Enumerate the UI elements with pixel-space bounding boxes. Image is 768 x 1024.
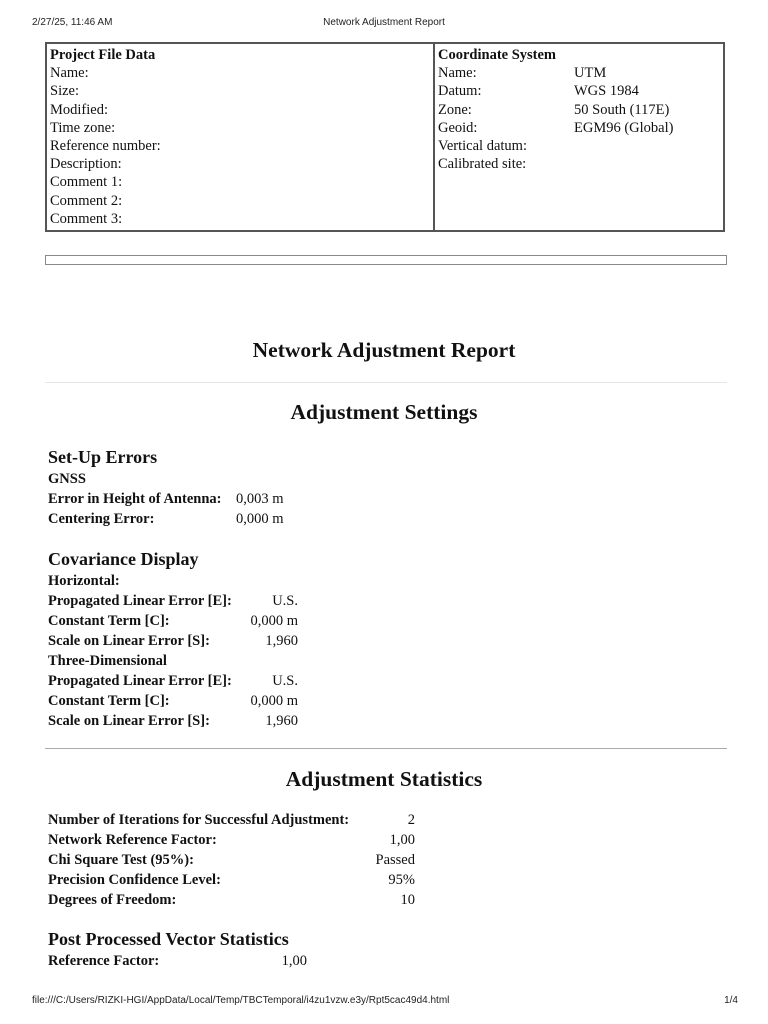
coord-row-datum [438, 82, 720, 100]
cov-label: Scale on Linear Error [S]: [48, 633, 210, 649]
coord-row-zone [438, 101, 720, 119]
coordinate-system-column [435, 44, 723, 230]
coord-row-geoid [438, 119, 720, 137]
print-footer [0, 995, 768, 1009]
project-label-time-zone: Time zone: [50, 119, 116, 136]
stat-label: Network Reference Factor: [48, 832, 217, 848]
adjustment-statistics-title: Adjustment Statistics [285, 767, 483, 791]
print-file-path: file:///C:/Users/RIZKI-HGI/AppData/Local/Temp/TBCTemporal/i4zu1vzw.e3y/Rpt5cac49d4.html [32, 995, 450, 1006]
post-label: Reference Factor: [48, 953, 160, 969]
cov-value: 1,960 [265, 633, 298, 649]
divider [45, 382, 727, 383]
print-page-number: 1/4 [724, 995, 738, 1006]
coord-row-vertical-datum [438, 137, 720, 155]
coord-label: Name: [438, 65, 477, 82]
cov-value: 0,000 m [250, 613, 298, 629]
project-label-description: Description: [50, 156, 122, 173]
project-info-table [45, 42, 725, 232]
setting-value: 0,000 m [236, 511, 284, 527]
empty-bordered-box [45, 255, 727, 265]
coord-label: Datum: [438, 83, 482, 100]
cov-label: Constant Term [C]: [48, 693, 170, 709]
gnss-group-label: GNSS [48, 471, 86, 487]
coord-value: EGM96 (Global) [574, 119, 674, 136]
coord-value: 50 South (117E) [574, 101, 670, 118]
cov-value: 1,960 [265, 713, 298, 729]
project-label-reference-number: Reference number: [50, 138, 161, 155]
coord-label: Vertical datum: [438, 138, 527, 155]
adjustment-settings-title: Adjustment Settings [290, 400, 478, 424]
print-header [0, 17, 768, 31]
post-processed-title: Post Processed Vector Statistics [48, 929, 289, 949]
project-label-modified: Modified: [50, 101, 108, 118]
setting-label: Error in Height of Antenna: [48, 491, 222, 507]
coord-value: UTM [574, 65, 607, 82]
cov-label: Scale on Linear Error [S]: [48, 713, 210, 729]
coordinate-system-heading: Coordinate System [438, 47, 557, 63]
post-value: 1,00 [281, 953, 307, 969]
project-label-size: Size: [50, 83, 79, 100]
section-divider [45, 748, 727, 749]
horizontal-group-label: Horizontal: [48, 573, 120, 589]
setting-value: 0,003 m [236, 491, 284, 507]
three-dimensional-group-label: Three-Dimensional [48, 653, 167, 669]
setup-errors-title: Set-Up Errors [48, 447, 158, 467]
coord-label: Calibrated site: [438, 156, 527, 173]
cov-value: U.S. [272, 673, 298, 689]
print-datetime: 2/27/25, 11:46 AM [32, 17, 113, 28]
coord-row-name [438, 64, 720, 82]
stat-label: Precision Confidence Level: [48, 872, 221, 888]
stat-value: 1,00 [389, 832, 415, 848]
setting-label: Centering Error: [48, 511, 155, 527]
project-label-name: Name: [50, 65, 89, 82]
report-title: Network Adjustment Report [252, 338, 516, 362]
project-file-data-column [47, 44, 435, 230]
project-file-data-heading: Project File Data [50, 47, 156, 63]
coord-value: WGS 1984 [574, 83, 639, 100]
cov-label: Propagated Linear Error [E]: [48, 673, 232, 689]
cov-value: 0,000 m [250, 693, 298, 709]
print-page-title: Network Adjustment Report [323, 17, 445, 28]
coord-row-calibrated-site [438, 155, 720, 173]
coord-label: Zone: [438, 101, 472, 118]
stat-label: Degrees of Freedom: [48, 892, 177, 908]
stat-value: 2 [407, 812, 415, 828]
project-label-comment-1: Comment 1: [50, 174, 123, 191]
stat-label: Number of Iterations for Successful Adjustment: [48, 812, 350, 828]
stat-value: Passed [375, 852, 415, 868]
cov-label: Propagated Linear Error [E]: [48, 593, 232, 609]
covariance-display-title: Covariance Display [48, 549, 199, 569]
cov-label: Constant Term [C]: [48, 613, 170, 629]
project-label-comment-2: Comment 2: [50, 192, 123, 209]
stat-label: Chi Square Test (95%): [48, 852, 194, 868]
project-label-comment-3: Comment 3: [50, 210, 123, 227]
cov-value: U.S. [272, 593, 298, 609]
stat-value: 95% [388, 872, 415, 888]
stat-value: 10 [400, 892, 415, 908]
coord-label: Geoid: [438, 119, 478, 136]
